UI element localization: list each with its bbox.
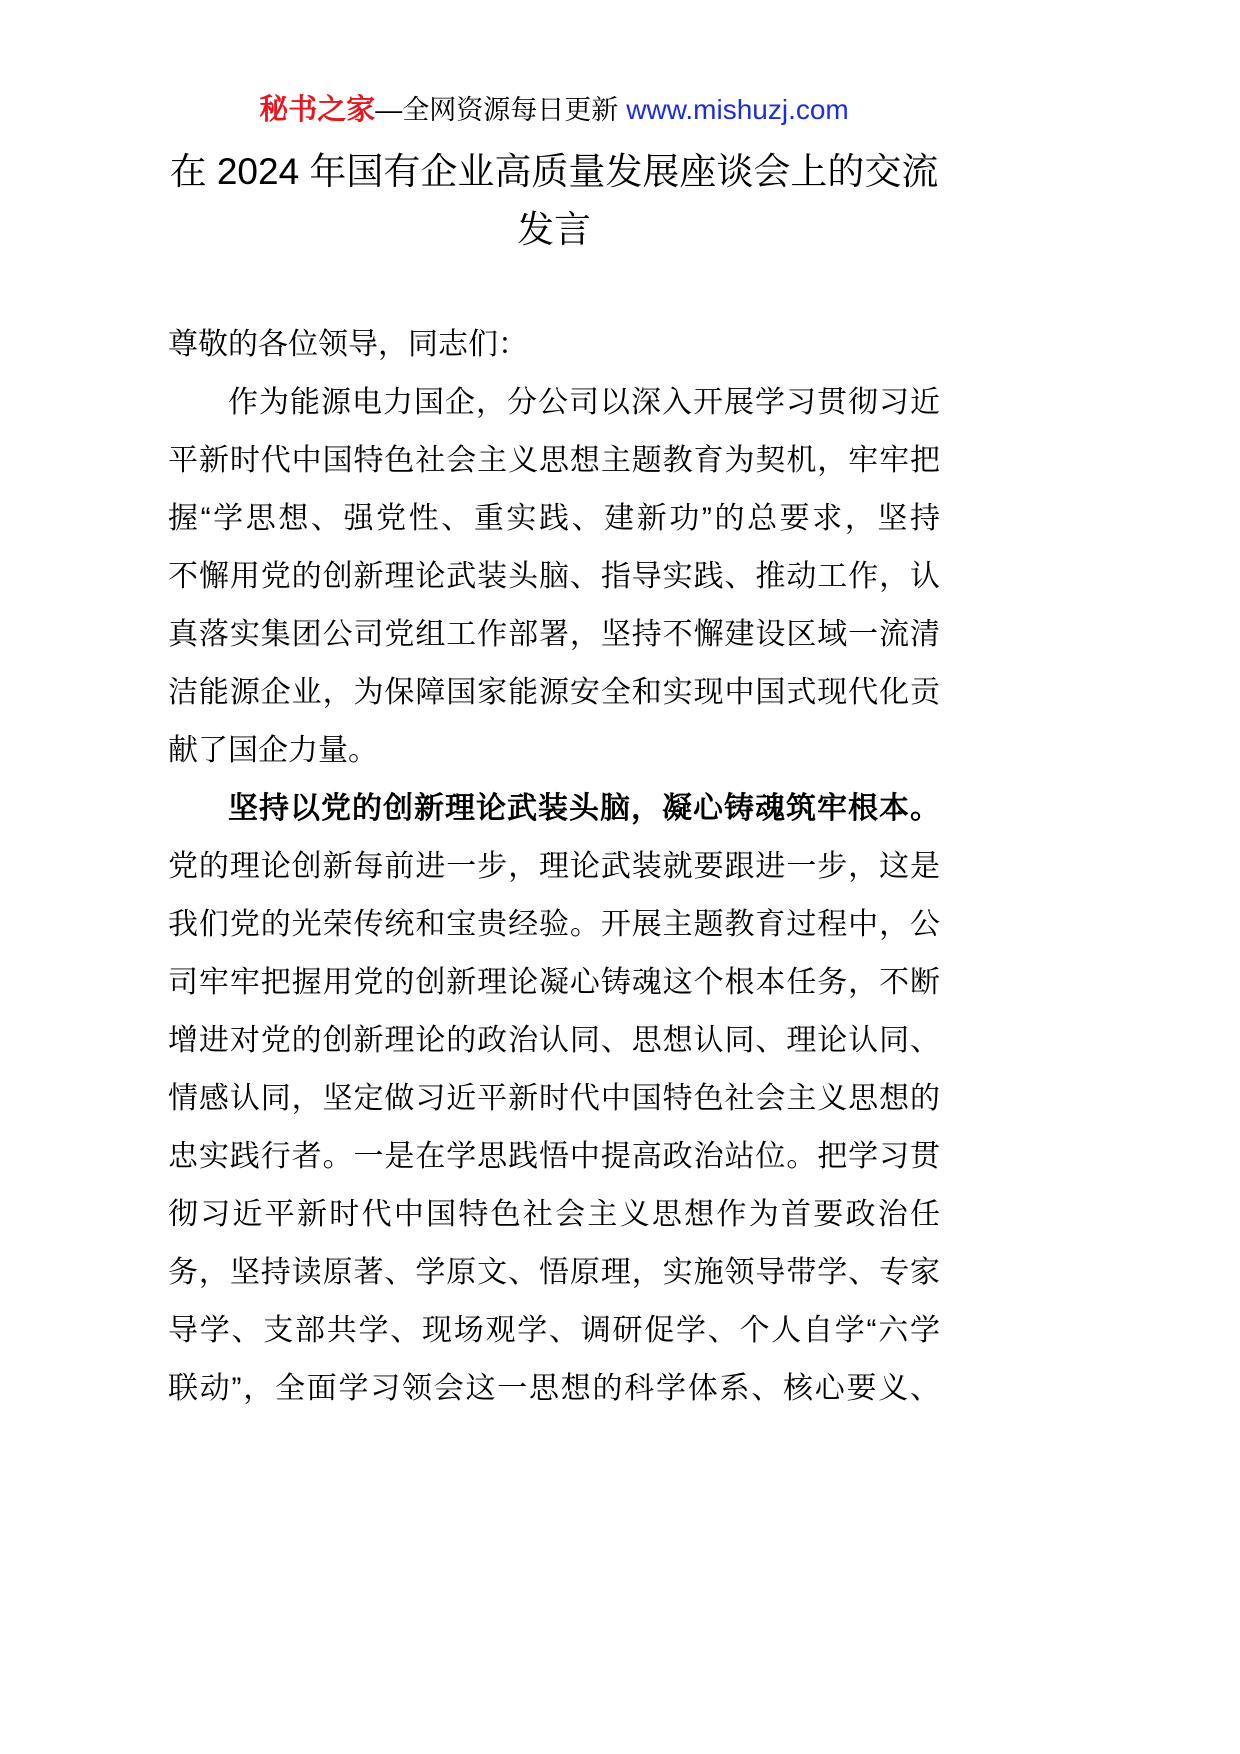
site-banner [100,90,1008,130]
document-title [100,143,1008,259]
paragraph-2 [168,780,940,1418]
brand-name: 秘书之家 [259,94,376,126]
banner-tagline: —全网资源每日更新 [375,95,619,125]
body-line: 情感认同，坚定做习近平新时代中国特色社会主义思想的 [168,1082,940,1115]
body-line: 务，坚持读原著、学原文、悟原理，实施领导带学、专家 [168,1256,940,1289]
document-body [168,316,940,1418]
body-line: 真落实集团公司党组工作部署，坚持不懈建设区域一流清 [168,618,940,651]
body-line: 作为能源电力国企，分公司以深入开展学习贯彻习近 [228,386,940,419]
body-line: 增进对党的创新理论的政治认同、思想认同、理论认同、 [168,1024,940,1057]
body-line: 忠实践行者。一是在学思践悟中提高政治站位。把学习贯 [168,1140,940,1173]
body-line: 彻习近平新时代中国特色社会主义思想作为首要政治任 [168,1198,940,1231]
body-line: 不懈用党的创新理论武装头脑、指导实践、推动工作，认 [168,560,940,593]
salutation: 尊敬的各位领导，同志们： [168,328,528,361]
body-line: 握“学思想、强党性、重实践、建新功”的总要求，坚持 [168,502,940,535]
body-line: 党的理论创新每前进一步，理论武装就要跟进一步，这是 [168,850,940,883]
body-line: 平新时代中国特色社会主义思想主题教育为契机，牢牢把 [168,444,940,477]
title-line: 在 2024 年国有企业高质量发展座谈会上的交流 [169,151,939,192]
body-line: 献了国企力量。 [168,734,378,767]
body-line: 导学、支部共学、现场观学、调研促学、个人自学“六学 [168,1314,940,1347]
site-url: www.mishuzj.com [626,94,849,125]
body-line: 联动”，全面学习领会这一思想的科学体系、核心要义、 [168,1372,940,1405]
section-lead-sentence: 坚持以党的创新理论武装头脑，凝心铸魂筑牢根本。 [228,792,940,825]
body-line: 洁能源企业，为保障国家能源安全和实现中国式现代化贡 [168,676,940,709]
body-line: 我们党的光荣传统和宝贵经验。开展主题教育过程中，公 [168,908,940,941]
title-line: 发言 [517,209,591,250]
body-line: 司牢牢把握用党的创新理论凝心铸魂这个根本任务，不断 [168,966,940,999]
paragraph-1 [168,374,940,780]
